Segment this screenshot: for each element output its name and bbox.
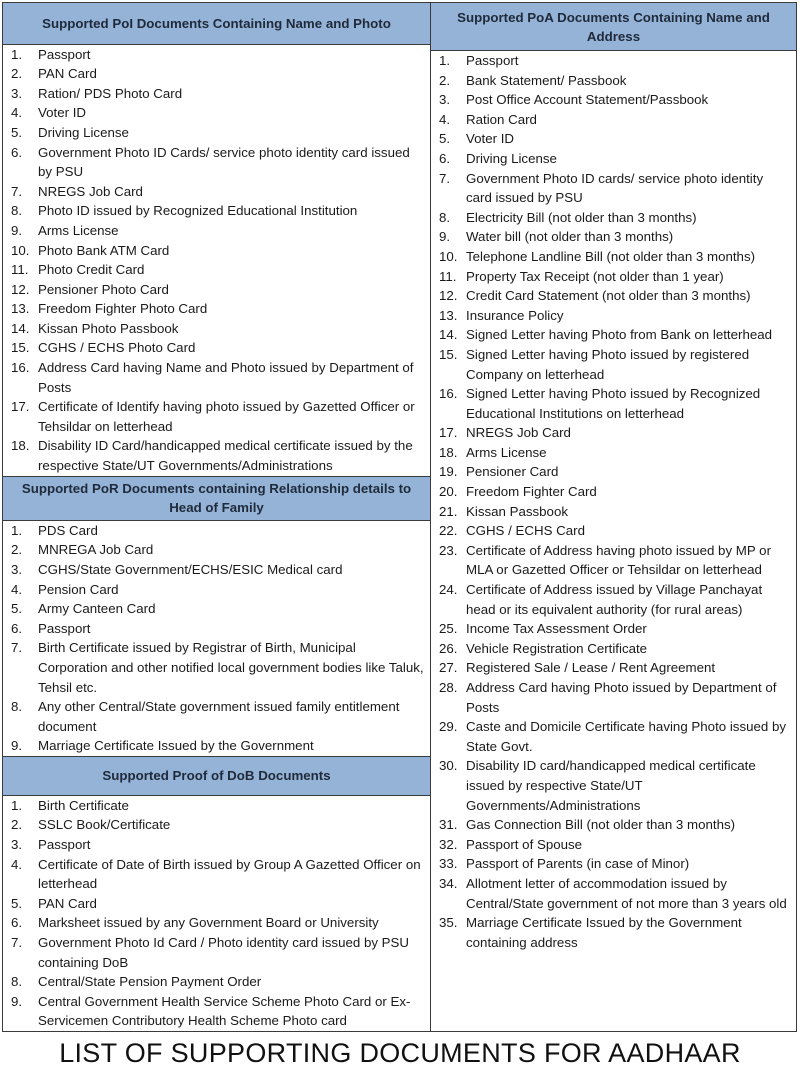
poi-header: Supported PoI Documents Containing Name and Photo — [3, 3, 430, 45]
item-text: Certificate of Date of Birth issued by Group A Gazetted Officer on letterhead — [38, 856, 421, 892]
list-item — [11, 913, 426, 933]
item-number: 9. — [11, 738, 23, 754]
item-number: 7. — [11, 935, 23, 951]
item-number: 15. — [11, 340, 30, 356]
item-number: 15. — [439, 346, 458, 362]
item-number: 4. — [11, 856, 23, 872]
item-text: Marksheet issued by any Government Board or University — [38, 915, 379, 931]
item-number: 9. — [439, 229, 451, 245]
list-item — [11, 319, 426, 339]
item-text: Signed Letter having Photo issued by registered Company on letterhead — [466, 346, 750, 382]
list-item — [439, 247, 792, 267]
item-number: 11. — [11, 262, 29, 278]
item-text: Ration/ PDS Photo Card — [38, 85, 183, 101]
list-item — [11, 436, 426, 475]
list-item — [439, 678, 792, 717]
item-number: 3. — [11, 562, 23, 578]
item-number: 8. — [11, 699, 23, 715]
item-number: 29. — [439, 719, 458, 735]
item-number: 6. — [11, 915, 23, 931]
item-text: Photo Bank ATM Card — [38, 242, 170, 258]
list-item — [11, 280, 426, 300]
item-text: Any other Central/State government issued family entitlement document — [38, 699, 400, 734]
item-number: 9. — [11, 222, 23, 238]
item-text: Certificate of Identify having photo issued by Gazetted Officer or Tehsildar on letterhead — [38, 399, 415, 434]
item-number: 27. — [439, 660, 458, 676]
item-text: CGHS/State Government/ECHS/ESIC Medical card — [38, 562, 343, 578]
item-text: Income Tax Assessment Order — [466, 621, 647, 637]
list-item — [11, 358, 426, 397]
item-number: 18. — [11, 438, 30, 454]
item-text: Address Card having Photo issued by Department of Posts — [466, 680, 777, 715]
item-text: Water bill (not older than 3 months) — [466, 229, 674, 245]
item-number: 6. — [439, 150, 451, 166]
item-text: Pension Card — [38, 581, 119, 597]
list-item — [11, 835, 426, 855]
item-number: 16. — [11, 360, 30, 376]
item-text: Telephone Landline Bill (not older than 3 months) — [466, 248, 756, 264]
list-item — [439, 129, 792, 149]
item-number: 5. — [11, 895, 23, 911]
item-number: 2. — [11, 817, 23, 833]
item-text: Insurance Policy — [466, 307, 564, 323]
item-text: NREGS Job Card — [38, 183, 143, 199]
item-number: 4. — [439, 111, 451, 127]
left-column — [3, 3, 431, 1031]
item-text: Disability ID Card/handicapped medical certificate issued by the respective State/UT Governments/Administrations — [38, 438, 413, 474]
list-item — [439, 90, 792, 110]
list-item — [11, 933, 426, 972]
item-text: Freedom Fighter Card — [466, 484, 597, 500]
item-text: PAN Card — [38, 66, 97, 82]
list-item — [439, 51, 792, 71]
item-text: SSLC Book/Certificate — [38, 817, 171, 833]
item-text: MNREGA Job Card — [38, 542, 154, 558]
list-item — [439, 717, 792, 756]
list-item — [439, 443, 792, 463]
item-number: 10. — [439, 248, 458, 264]
list-item — [439, 423, 792, 443]
list-item — [11, 84, 426, 104]
list-item — [11, 540, 426, 560]
item-text: Certificate of Address issued by Village Panchayat head or its equivalent authority (for rural areas) — [466, 582, 763, 617]
list-item — [439, 874, 792, 913]
list-item — [439, 619, 792, 639]
item-text: Passport of Parents (in case of Minor) — [466, 856, 690, 872]
item-number: 34. — [439, 875, 458, 891]
item-number: 5. — [439, 131, 451, 147]
list-item — [439, 286, 792, 306]
list-item — [439, 502, 792, 522]
item-number: 22. — [439, 523, 458, 539]
list-item — [11, 201, 426, 221]
list-item — [439, 541, 792, 580]
list-item — [439, 854, 792, 874]
item-number: 18. — [439, 444, 458, 460]
item-text: Freedom Fighter Photo Card — [38, 301, 208, 317]
list-item — [439, 482, 792, 502]
item-number: 12. — [439, 288, 458, 304]
list-item — [11, 638, 426, 697]
list-item — [11, 736, 426, 756]
item-number: 1. — [11, 797, 23, 813]
item-number: 13. — [11, 301, 30, 317]
item-text: Vehicle Registration Certificate — [466, 640, 648, 656]
item-number: 25. — [439, 621, 458, 637]
item-number: 13. — [439, 307, 458, 323]
item-number: 1. — [439, 53, 451, 68]
right-column — [431, 3, 796, 1031]
item-number: 11. — [439, 268, 457, 284]
item-text: Signed Letter having Photo from Bank on letterhead — [466, 327, 773, 343]
item-number: 3. — [11, 85, 23, 101]
list-item — [11, 815, 426, 835]
item-number: 1. — [11, 522, 23, 538]
item-number: 3. — [439, 92, 451, 108]
item-text: Voter ID — [38, 105, 87, 121]
item-number: 35. — [439, 915, 458, 931]
list-item — [11, 855, 426, 894]
item-number: 28. — [439, 680, 458, 695]
item-text: PDS Card — [38, 522, 98, 538]
poa-list — [431, 51, 796, 952]
item-text: Voter ID — [466, 131, 515, 147]
item-text: Certificate of Address having photo issued by MP or MLA or Gazetted Officer or Tehsildar on letterhead — [466, 542, 772, 578]
list-item — [11, 619, 426, 639]
item-number: 2. — [11, 542, 23, 558]
list-item — [11, 397, 426, 436]
item-text: Central Government Health Service Scheme Photo Card or Ex-Servicemen Contributory Health Scheme Photo card — [38, 993, 411, 1029]
item-number: 2. — [11, 66, 23, 82]
list-item — [439, 580, 792, 619]
list-item — [439, 345, 792, 384]
item-text: Central/State Pension Payment Order — [38, 974, 262, 990]
item-number: 7. — [11, 640, 23, 656]
item-text: Marriage Certificate Issued by the Government containing address — [466, 915, 742, 950]
item-number: 8. — [11, 974, 23, 990]
item-number: 1. — [11, 46, 23, 62]
item-text: Passport — [38, 837, 91, 853]
list-item — [11, 599, 426, 619]
item-number: 33. — [439, 856, 458, 872]
item-number: 7. — [439, 170, 451, 186]
item-number: 21. — [439, 503, 458, 519]
list-item — [11, 521, 426, 541]
list-item — [11, 560, 426, 580]
item-number: 8. — [11, 203, 23, 219]
item-number: 20. — [439, 484, 458, 500]
list-item — [11, 972, 426, 992]
documents-table — [2, 2, 797, 1032]
list-item — [439, 267, 792, 287]
item-text: NREGS Job Card — [466, 425, 571, 441]
item-text: Disability ID card/handicapped medical certificate issued by respective State/UT Governments/Administrations — [466, 758, 756, 813]
item-number: 3. — [11, 837, 23, 853]
list-item — [439, 306, 792, 326]
list-item — [11, 260, 426, 280]
list-item — [439, 462, 792, 482]
list-item — [11, 64, 426, 84]
item-text: Credit Card Statement (not older than 3 months) — [466, 288, 751, 304]
item-number: 26. — [439, 640, 458, 656]
item-text: PAN Card — [38, 895, 97, 911]
list-item — [439, 227, 792, 247]
item-text: Address Card having Name and Photo issued by Department of Posts — [38, 360, 414, 395]
item-text: Gas Connection Bill (not older than 3 months) — [466, 817, 736, 833]
item-text: Passport — [38, 46, 91, 62]
item-text: Government Photo ID Cards/ service photo identity card issued by PSU — [38, 144, 410, 180]
dob-header: Supported Proof of DoB Documents — [3, 756, 430, 796]
list-item — [11, 45, 426, 65]
item-number: 32. — [439, 836, 458, 852]
list-item — [11, 182, 426, 202]
item-text: Photo Credit Card — [38, 262, 145, 278]
item-number: 6. — [11, 620, 23, 636]
list-item — [439, 169, 792, 208]
list-item — [11, 338, 426, 358]
list-item — [439, 756, 792, 815]
item-number: 31. — [439, 817, 458, 833]
item-number: 12. — [11, 281, 30, 297]
dob-list — [3, 796, 430, 1031]
list-item — [439, 658, 792, 678]
item-text: Government Photo Id Card / Photo identity card issued by PSU containing DoB — [38, 935, 410, 970]
item-text: Driving License — [466, 150, 557, 166]
item-number: 4. — [11, 581, 23, 597]
item-number: 6. — [11, 144, 23, 160]
list-item — [439, 639, 792, 659]
list-item — [439, 815, 792, 835]
item-text: CGHS / ECHS Card — [466, 523, 585, 539]
list-item — [11, 143, 426, 182]
item-text: Property Tax Receipt (not older than 1 year) — [466, 268, 724, 284]
list-item — [439, 71, 792, 91]
item-number: 14. — [11, 320, 30, 336]
item-text: Birth Certificate issued by Registrar of Birth, Municipal Corporation and other notified local government bodies like Taluk, Tehsil etc. — [38, 640, 424, 695]
item-text: Signed Letter having Photo issued by Recognized Educational Institutions on letterhead — [466, 386, 761, 421]
por-list — [3, 521, 430, 756]
list-item — [11, 894, 426, 914]
item-text: Army Canteen Card — [38, 601, 156, 617]
list-item — [439, 384, 792, 423]
item-text: Bank Statement/ Passbook — [466, 72, 627, 88]
item-number: 10. — [11, 242, 30, 258]
list-item — [11, 580, 426, 600]
item-number: 2. — [439, 72, 451, 88]
item-number: 4. — [11, 105, 23, 121]
list-item — [11, 796, 426, 816]
poi-list — [3, 45, 430, 476]
item-text: Caste and Domicile Certificate having Photo issued by State Govt. — [466, 719, 787, 754]
item-text: Electricity Bill (not older than 3 months) — [466, 209, 697, 225]
item-number: 14. — [439, 327, 458, 343]
item-text: Arms License — [466, 444, 547, 460]
item-number: 9. — [11, 993, 23, 1009]
item-text: Allotment letter of accommodation issued by Central/State government of not more than 3 years old — [466, 875, 787, 911]
item-text: Passport — [38, 620, 91, 636]
item-text: Photo ID issued by Recognized Educational Institution — [38, 203, 358, 219]
item-number: 19. — [439, 464, 458, 480]
item-number: 17. — [11, 399, 30, 415]
item-number: 16. — [439, 386, 458, 402]
page-title: LIST OF SUPPORTING DOCUMENTS FOR AADHAAR — [59, 1038, 741, 1068]
item-number: 17. — [439, 425, 458, 441]
list-item — [11, 697, 426, 736]
list-item — [439, 913, 792, 952]
list-item — [11, 123, 426, 143]
list-item — [11, 241, 426, 261]
poa-header: Supported PoA Documents Containing Name and Address — [431, 3, 796, 51]
item-number: 23. — [439, 542, 458, 558]
item-text: Kissan Photo Passbook — [38, 320, 179, 336]
item-text: Birth Certificate — [38, 797, 129, 813]
item-text: Marriage Certificate Issued by the Government — [38, 738, 314, 754]
item-text: Registered Sale / Lease / Rent Agreement — [466, 660, 716, 676]
por-header: Supported PoR Documents containing Relationship details to Head of Family — [3, 476, 430, 521]
item-number: 5. — [11, 124, 23, 140]
item-text: Passport of Spouse — [466, 836, 583, 852]
item-number: 8. — [439, 209, 451, 225]
list-item — [439, 208, 792, 228]
item-number: 30. — [439, 758, 458, 774]
item-text: Pensioner Card — [466, 464, 559, 480]
list-item — [11, 221, 426, 241]
list-item — [11, 103, 426, 123]
list-item — [439, 325, 792, 345]
list-item — [439, 110, 792, 130]
item-text: Post Office Account Statement/Passbook — [466, 92, 709, 108]
list-item — [11, 299, 426, 319]
item-text: Pensioner Photo Card — [38, 281, 169, 297]
item-text: Ration Card — [466, 111, 537, 127]
item-number: 7. — [11, 183, 23, 199]
item-text: Kissan Passbook — [466, 503, 568, 519]
item-number: 5. — [11, 601, 23, 617]
item-text: Arms License — [38, 222, 119, 238]
list-item — [439, 521, 792, 541]
item-text: Passport — [466, 53, 519, 68]
item-text: Government Photo ID cards/ service photo identity card issued by PSU — [466, 170, 764, 206]
list-item — [439, 149, 792, 169]
item-text: CGHS / ECHS Photo Card — [38, 340, 196, 356]
item-text: Driving License — [38, 124, 129, 140]
item-number: 24. — [439, 582, 458, 598]
list-item — [11, 992, 426, 1031]
list-item — [439, 835, 792, 855]
